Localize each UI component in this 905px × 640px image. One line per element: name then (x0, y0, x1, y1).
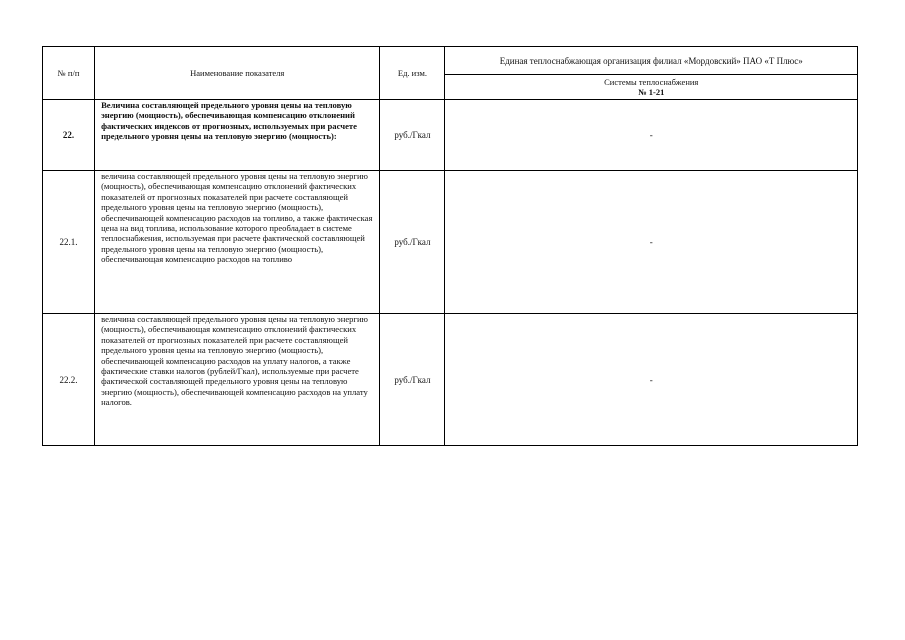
row-num: 22.1. (43, 171, 95, 314)
row-name: величина составляющей предельного уровня цены на тепловую энергию (мощность), обеспечивающая компенсацию отклонений фактических показателей от прогнозных показателей при расчете составляющей предельного уровня цены на тепловую энергию (мощность), обеспечивающей компенсацию расходов на уплату налогов, а также фактические ставки налогов (рублей/Гкал), используемые при расчете фактической составляющей предельного уровня цены на тепловую энергию (мощность), обеспечивающей компенсацию расходов на уплату налогов. (95, 314, 380, 446)
header-name: Наименование показателя (95, 47, 380, 100)
row-unit: руб./Гкал (380, 100, 445, 171)
indicator-table (42, 46, 858, 446)
row-num: 22. (43, 100, 95, 171)
row-value: - (445, 171, 858, 314)
row-value: - (445, 314, 858, 446)
header-org: Единая теплоснабжающая организация филиал «Мордовский» ПАО «Т Плюс» (445, 47, 858, 75)
row-num: 22.2. (43, 314, 95, 446)
row-name: величина составляющей предельного уровня цены на тепловую энергию (мощность), обеспечивающая компенсацию отклонений фактических показателей от прогнозных показателей при расчете составляющей предельного уровня цены на тепловую энергию (мощность), обеспечивающей компенсацию расходов на топливо, а также фактическая цена на вид топлива, использование которого преобладает в системе теплоснабжения, используемая при расчете фактической составляющей предельного уровня цены на тепловую энергию (мощность), обеспечивающая компенсацию расходов на топливо (95, 171, 380, 314)
row-unit: руб./Гкал (380, 171, 445, 314)
table-row (43, 314, 858, 446)
row-name: Величина составляющей предельного уровня цены на тепловую энергию (мощность), обеспечивающая компенсацию отклонений фактических индексов от прогнозных, используемых при расчете предельного уровня цены на тепловую энергию (мощность): (95, 100, 380, 171)
table-row (43, 171, 858, 314)
row-unit: руб./Гкал (380, 314, 445, 446)
header-unit: Ед. изм. (380, 47, 445, 100)
header-num: № п/п (43, 47, 95, 100)
header-systems: Системы теплоснабжения (604, 77, 699, 87)
header-row (43, 47, 858, 75)
header-systems-num: № 1-21 (638, 87, 665, 97)
table-row (43, 100, 858, 171)
header-systems-cell (445, 75, 858, 100)
row-value: - (445, 100, 858, 171)
